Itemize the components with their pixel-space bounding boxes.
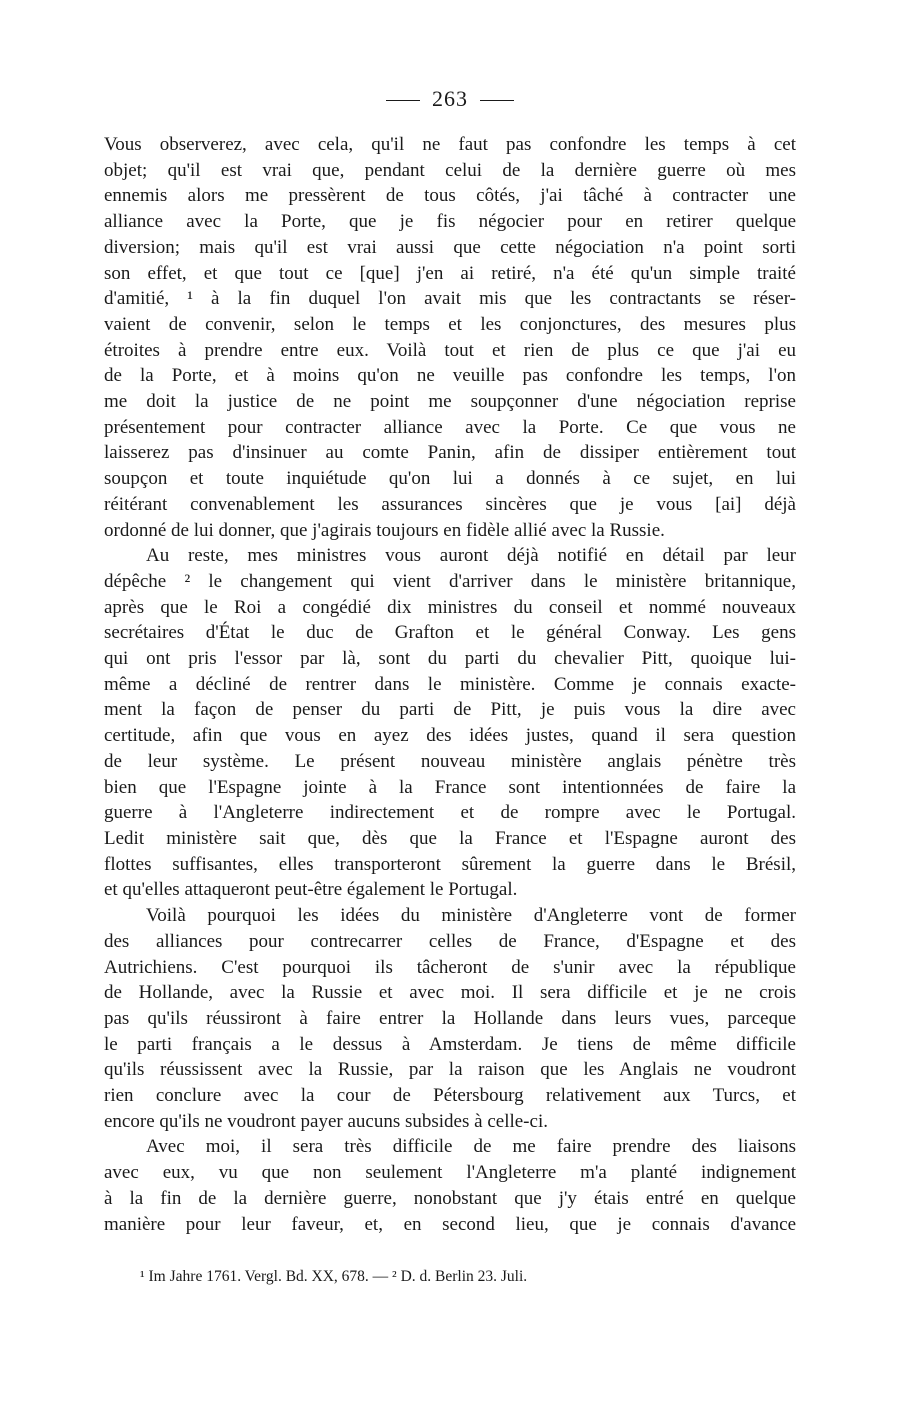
text-line: guerre à l'Angleterre indirectement et de rompre avec le Portugal.: [104, 802, 796, 824]
page-number-header: [0, 86, 900, 112]
text-line: son effet, et que tout ce [que] j'en ai retiré, n'a été qu'un simple traité: [104, 262, 796, 284]
text-line: objet; qu'il est vrai que, pendant celui de la dernière guerre où mes: [104, 159, 796, 181]
text-line: Vous observerez, avec cela, qu'il ne faut pas confondre les temps à cet: [104, 134, 796, 155]
text-line: me doit la justice de ne point me soupçonner d'une négociation reprise: [104, 391, 796, 413]
text-line: manière pour leur faveur, et, en second lieu, que je connais d'avance: [104, 1213, 796, 1235]
text-line: vaient de convenir, selon le temps et les conjonctures, des mesures plus: [104, 313, 796, 335]
text-line: de leur système. Le présent nouveau ministère anglais pénètre très: [104, 750, 796, 772]
text-line: bien que l'Espagne jointe à la France sont intentionnées de faire la: [104, 776, 796, 798]
text-line: le parti français a le dessus à Amsterdam. Je tiens de même difficile: [104, 1033, 796, 1055]
text-line: encore qu'ils ne voudront payer aucuns subsides à celle-ci.: [104, 1110, 548, 1132]
text-line: après que le Roi a congédié dix ministres du conseil et nommé nouveaux: [104, 596, 796, 618]
text-line: flottes suffisantes, elles transporteront sûrement la guerre dans le Brésil,: [104, 853, 796, 875]
text-line: à la fin de la dernière guerre, nonobstant que j'y étais entré en quelque: [104, 1187, 796, 1209]
text-line: alliance avec la Porte, que je fis négocier pour en retirer quelque: [104, 211, 796, 233]
text-line: laisserez pas d'insinuer au comte Panin, afin de dissiper entièrement tout: [104, 442, 796, 464]
text-line: même a décliné de rentrer dans le ministère. Comme je connais exacte-: [104, 673, 796, 695]
text-line: Ledit ministère sait que, dès que la France et l'Espagne auront des: [104, 827, 796, 849]
text-line: d'amitié, ¹ à la fin duquel l'on avait mis que les contractants se réser-: [104, 288, 796, 310]
text-line: Voilà pourquoi les idées du ministère d'Angleterre vont de former: [146, 905, 796, 927]
text-line: certitude, afin que vous en ayez des idées justes, quand il sera question: [104, 725, 796, 747]
text-line: rien conclure avec la cour de Pétersbourg relativement aux Turcs, et: [104, 1085, 796, 1107]
page-number: 263: [432, 86, 468, 111]
text-line: soupçon et toute inquiétude qu'on lui a donnés à ce sujet, en lui: [104, 468, 796, 490]
text-line: qu'ils réussissent avec la Russie, par la raison que les Anglais ne voudront: [104, 1059, 796, 1081]
text-line: ennemis alors me pressèrent de tous côtés, j'ai tâché à contracter une: [104, 185, 796, 207]
text-line: diversion; mais qu'il est vrai aussi que cette négociation n'a point sorti: [104, 236, 796, 258]
text-line: et qu'elles attaqueront peut-être également le Portugal.: [104, 879, 518, 901]
text-line: ment la façon de penser du parti de Pitt, je puis vous la dire avec: [104, 699, 796, 721]
text-line: Avec moi, il sera très difficile de me faire prendre des liaisons: [146, 1136, 796, 1158]
text-line: de Hollande, avec la Russie et avec moi. Il sera difficile et je ne crois: [104, 982, 796, 1004]
text-line: pas qu'ils réussiront à faire entrer la Hollande dans leurs vues, parceque: [104, 1007, 796, 1029]
text-line: qui ont pris l'essor par là, sont du parti du chevalier Pitt, quoique lui-: [104, 648, 796, 670]
header-dash-left: [386, 100, 420, 101]
text-line: secrétaires d'État le duc de Grafton et le général Conway. Les gens: [104, 622, 796, 644]
text-line: ordonné de lui donner, que j'agirais toujours en fidèle allié avec la Russie.: [104, 519, 665, 541]
text-line: dépêche ² le changement qui vient d'arriver dans le ministère britannique,: [104, 570, 796, 592]
text-line: de la Porte, et à moins qu'on ne veuille pas confondre les temps, l'on: [104, 365, 796, 387]
text-line: avec eux, vu que non seulement l'Angleterre m'a planté indignement: [104, 1162, 796, 1184]
text-line: des alliances pour contrecarrer celles de France, d'Espagne et des: [104, 930, 796, 952]
text-line: étroites à prendre entre eux. Voilà tout et rien de plus ce que j'ai eu: [104, 339, 796, 361]
body-text: [104, 132, 796, 1237]
text-line: présentement pour contracter alliance avec la Porte. Ce que vous ne: [104, 416, 796, 438]
text-line: réitérant convenablement les assurances sincères que je vous [ai] déjà: [104, 493, 796, 515]
text-line: Au reste, mes ministres vous auront déjà notifié en détail par leur: [146, 545, 796, 567]
header-dash-right: [480, 100, 514, 101]
footnotes: ¹ Im Jahre 1761. Vergl. Bd. XX, 678. — ² D. d. Berlin 23. Juli.: [140, 1268, 528, 1285]
text-line: Autrichiens. C'est pourquoi ils tâcheront de s'unir avec la république: [104, 956, 796, 978]
